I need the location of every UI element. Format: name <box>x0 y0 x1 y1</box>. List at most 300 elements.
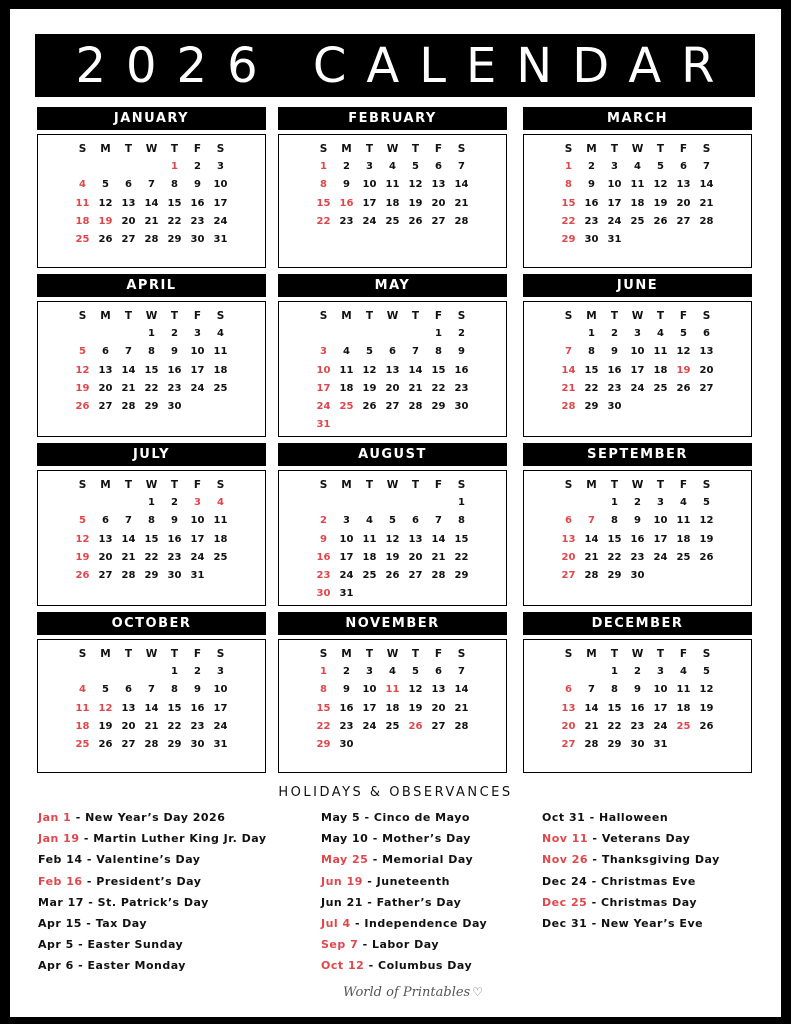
day-cell: 4 <box>680 666 687 678</box>
holiday-name: - Valentine’s Day <box>86 853 201 867</box>
month-grid <box>524 640 751 754</box>
day-cell: 3 <box>366 666 373 678</box>
day-cell: 1 <box>171 161 178 173</box>
weekday-label: F <box>193 479 202 491</box>
weekday-label: T <box>170 310 179 322</box>
month-april <box>37 274 266 437</box>
day-cell: 22 <box>167 215 182 227</box>
day-cell: 24 <box>190 551 205 563</box>
holiday-item <box>542 853 720 874</box>
weekday-label: F <box>193 310 202 322</box>
holiday-item <box>321 959 487 980</box>
day-cell: 10 <box>190 346 205 358</box>
day-cell: 27 <box>699 382 714 394</box>
holiday-item <box>38 811 267 832</box>
day-cell: 26 <box>699 551 714 563</box>
weekday-label: T <box>656 648 665 660</box>
day-cell: 17 <box>653 702 668 714</box>
weekday-label: S <box>78 310 87 322</box>
day-cell: 4 <box>389 666 396 678</box>
day-cell: 19 <box>75 551 90 563</box>
holiday-name: - Veterans Day <box>592 832 691 846</box>
day-cell: 7 <box>703 161 710 173</box>
holiday-item <box>542 875 720 896</box>
day-cell: 17 <box>653 533 668 545</box>
holiday-date: Dec 31 <box>542 916 588 930</box>
weekday-label: S <box>564 143 573 155</box>
day-cell: 17 <box>339 551 354 563</box>
weekday-label: W <box>145 479 158 491</box>
day-cell: 8 <box>435 346 442 358</box>
weekday-label: F <box>434 310 443 322</box>
holiday-date: Dec 24 <box>542 874 588 888</box>
holiday-name: - Tax Day <box>86 916 148 930</box>
heart-icon: ♡ <box>472 985 483 999</box>
day-cell: 31 <box>316 419 331 431</box>
empty-cell <box>404 325 427 343</box>
day-cell: 16 <box>167 364 182 376</box>
weekday-label: S <box>457 310 466 322</box>
day-cell: 21 <box>408 382 423 394</box>
month-grid-box <box>523 470 752 606</box>
day-cell: 26 <box>362 400 377 412</box>
day-cell: 18 <box>385 197 400 209</box>
day-cell: 18 <box>676 533 691 545</box>
weekday-label: W <box>631 310 644 322</box>
day-cell: 3 <box>366 161 373 173</box>
weekday-label: F <box>679 310 688 322</box>
day-cell: 10 <box>630 346 645 358</box>
empty-cell <box>557 663 580 681</box>
day-cell: 5 <box>102 684 109 696</box>
day-cell: 30 <box>339 738 354 750</box>
weekday-label: M <box>100 310 111 322</box>
empty-cell <box>335 494 358 512</box>
weekday-label: M <box>100 143 111 155</box>
month-grid <box>279 640 506 754</box>
day-cell: 30 <box>607 400 622 412</box>
day-cell: 9 <box>194 179 201 191</box>
day-cell: 8 <box>148 346 155 358</box>
holiday-item <box>38 959 267 980</box>
month-header: MAY <box>278 274 507 297</box>
day-cell: 3 <box>657 497 664 509</box>
holiday-item <box>38 853 267 874</box>
day-cell: 20 <box>676 197 691 209</box>
weekday-label: T <box>656 143 665 155</box>
holiday-date: Feb 16 <box>38 874 83 888</box>
day-cell: 12 <box>98 197 113 209</box>
day-cell: 2 <box>343 161 350 173</box>
day-cell: 31 <box>190 569 205 581</box>
day-cell: 10 <box>653 684 668 696</box>
empty-cell <box>117 494 140 512</box>
day-cell: 18 <box>676 702 691 714</box>
day-cell: 6 <box>102 515 109 527</box>
day-cell: 17 <box>316 382 331 394</box>
day-cell: 20 <box>431 197 446 209</box>
day-cell: 23 <box>190 720 205 732</box>
day-cell: 16 <box>339 197 354 209</box>
day-cell: 20 <box>408 551 423 563</box>
holiday-name: - New Year’s Day 2026 <box>75 811 226 824</box>
empty-cell <box>71 663 94 681</box>
weekday-label: T <box>610 143 619 155</box>
day-cell: 2 <box>343 666 350 678</box>
day-cell: 4 <box>657 328 664 340</box>
holiday-date: Jan 19 <box>38 832 80 846</box>
day-cell: 9 <box>320 533 327 545</box>
holiday-date: Nov 26 <box>542 853 589 867</box>
day-cell: 15 <box>167 702 182 714</box>
month-header: DECEMBER <box>523 612 752 635</box>
day-cell: 25 <box>385 720 400 732</box>
day-cell: 30 <box>454 400 469 412</box>
month-november <box>278 612 507 773</box>
day-cell: 25 <box>676 551 691 563</box>
calendar-page <box>10 9 781 1017</box>
day-cell: 11 <box>75 702 90 714</box>
day-cell: 14 <box>454 684 469 696</box>
day-cell: 24 <box>630 382 645 394</box>
weekday-label: F <box>679 648 688 660</box>
day-cell: 1 <box>435 328 442 340</box>
day-cell: 4 <box>634 161 641 173</box>
day-cell: 20 <box>561 551 576 563</box>
holiday-name: - Cinco de Mayo <box>364 811 470 824</box>
weekday-label: S <box>564 479 573 491</box>
day-cell: 27 <box>98 569 113 581</box>
day-cell: 10 <box>362 179 377 191</box>
day-cell: 29 <box>561 233 576 245</box>
day-cell: 10 <box>213 684 228 696</box>
day-cell: 11 <box>385 684 400 696</box>
empty-cell <box>140 158 163 176</box>
day-cell: 22 <box>454 551 469 563</box>
holiday-item <box>321 853 487 874</box>
weekday-label: T <box>124 648 133 660</box>
day-cell: 5 <box>389 515 396 527</box>
day-cell: 19 <box>98 215 113 227</box>
day-cell: 11 <box>676 515 691 527</box>
holiday-date: May 5 <box>321 811 361 824</box>
day-cell: 6 <box>412 515 419 527</box>
day-cell: 15 <box>584 364 599 376</box>
day-cell: 4 <box>79 684 86 696</box>
day-cell: 31 <box>607 233 622 245</box>
day-cell: 23 <box>339 215 354 227</box>
empty-cell <box>71 158 94 176</box>
day-cell: 20 <box>699 364 714 376</box>
day-cell: 5 <box>657 161 664 173</box>
day-cell: 9 <box>171 346 178 358</box>
weekday-label: F <box>193 143 202 155</box>
empty-cell <box>404 494 427 512</box>
day-cell: 5 <box>703 666 710 678</box>
day-cell: 19 <box>408 702 423 714</box>
day-cell: 29 <box>316 738 331 750</box>
empty-cell <box>580 663 603 681</box>
holiday-item <box>321 896 487 917</box>
weekday-label: S <box>319 648 328 660</box>
weekday-label: T <box>124 479 133 491</box>
day-cell: 25 <box>213 551 228 563</box>
day-cell: 23 <box>167 551 182 563</box>
day-cell: 16 <box>190 702 205 714</box>
day-cell: 26 <box>98 738 113 750</box>
holiday-name: - New Year’s Eve <box>591 916 704 930</box>
day-cell: 12 <box>408 179 423 191</box>
day-cell: 16 <box>584 197 599 209</box>
day-cell: 28 <box>584 569 599 581</box>
weekday-label: T <box>656 479 665 491</box>
month-header: NOVEMBER <box>278 612 507 635</box>
day-cell: 15 <box>607 702 622 714</box>
weekday-label: M <box>586 648 597 660</box>
day-cell: 5 <box>79 346 86 358</box>
day-cell: 11 <box>75 197 90 209</box>
holidays-title: HOLIDAYS & OBSERVANCES <box>278 785 513 800</box>
day-cell: 28 <box>584 738 599 750</box>
day-cell: 1 <box>171 666 178 678</box>
day-cell: 2 <box>634 666 641 678</box>
day-cell: 13 <box>699 346 714 358</box>
holiday-date: Oct 12 <box>321 959 365 973</box>
day-cell: 13 <box>431 684 446 696</box>
day-cell: 9 <box>458 346 465 358</box>
month-grid <box>38 302 265 416</box>
day-cell: 25 <box>213 382 228 394</box>
day-cell: 23 <box>190 215 205 227</box>
day-cell: 3 <box>194 328 201 340</box>
day-cell: 2 <box>588 161 595 173</box>
month-header: JULY <box>37 443 266 466</box>
weekday-label: T <box>365 310 374 322</box>
day-cell: 15 <box>144 533 159 545</box>
weekday-label: S <box>216 310 225 322</box>
weekday-label: F <box>434 648 443 660</box>
month-grid-box <box>278 639 507 773</box>
weekday-label: W <box>145 143 158 155</box>
day-cell: 26 <box>408 215 423 227</box>
holiday-item <box>321 875 487 896</box>
day-cell: 2 <box>171 328 178 340</box>
day-cell: 18 <box>339 382 354 394</box>
day-cell: 11 <box>630 179 645 191</box>
day-cell: 17 <box>213 702 228 714</box>
day-cell: 24 <box>190 382 205 394</box>
day-cell: 26 <box>385 569 400 581</box>
holiday-item <box>321 832 487 853</box>
day-cell: 11 <box>676 684 691 696</box>
day-cell: 25 <box>676 720 691 732</box>
day-cell: 9 <box>171 515 178 527</box>
day-cell: 29 <box>167 233 182 245</box>
weekday-label: M <box>100 648 111 660</box>
day-cell: 15 <box>431 364 446 376</box>
day-cell: 15 <box>607 533 622 545</box>
weekday-label: F <box>679 143 688 155</box>
day-cell: 18 <box>653 364 668 376</box>
holiday-item <box>542 832 720 853</box>
day-cell: 24 <box>653 720 668 732</box>
holiday-date: Dec 25 <box>542 895 588 909</box>
holiday-column <box>321 811 487 981</box>
day-cell: 15 <box>316 702 331 714</box>
day-cell: 4 <box>343 346 350 358</box>
day-cell: 26 <box>676 382 691 394</box>
day-cell: 10 <box>339 533 354 545</box>
holiday-item <box>321 917 487 938</box>
day-cell: 26 <box>699 720 714 732</box>
day-cell: 2 <box>194 161 201 173</box>
day-cell: 19 <box>362 382 377 394</box>
empty-cell <box>94 158 117 176</box>
weekday-label: W <box>386 310 399 322</box>
day-cell: 29 <box>607 569 622 581</box>
holiday-name: - Christmas Eve <box>591 874 696 888</box>
day-cell: 29 <box>454 569 469 581</box>
empty-cell <box>358 494 381 512</box>
day-cell: 10 <box>653 515 668 527</box>
day-cell: 5 <box>412 161 419 173</box>
day-cell: 20 <box>121 215 136 227</box>
day-cell: 12 <box>98 702 113 714</box>
day-cell: 24 <box>362 720 377 732</box>
day-cell: 8 <box>565 179 572 191</box>
day-cell: 12 <box>385 533 400 545</box>
day-cell: 24 <box>362 215 377 227</box>
holiday-item <box>321 811 487 832</box>
holiday-date: Sep 7 <box>321 938 359 952</box>
day-cell: 20 <box>561 720 576 732</box>
weekday-label: S <box>319 143 328 155</box>
day-cell: 27 <box>676 215 691 227</box>
day-cell: 6 <box>680 161 687 173</box>
day-cell: 6 <box>102 346 109 358</box>
day-cell: 21 <box>431 551 446 563</box>
weekday-label: M <box>586 143 597 155</box>
holiday-item <box>38 896 267 917</box>
day-cell: 16 <box>339 702 354 714</box>
day-cell: 16 <box>190 197 205 209</box>
day-cell: 17 <box>362 197 377 209</box>
holiday-date: Apr 15 <box>38 916 82 930</box>
day-cell: 14 <box>431 533 446 545</box>
day-cell: 22 <box>431 382 446 394</box>
holiday-date: Oct 31 <box>542 811 586 824</box>
day-cell: 29 <box>607 738 622 750</box>
day-cell: 7 <box>412 346 419 358</box>
holiday-item <box>38 917 267 938</box>
day-cell: 26 <box>75 400 90 412</box>
weekday-label: S <box>319 310 328 322</box>
day-cell: 28 <box>121 569 136 581</box>
day-cell: 16 <box>454 364 469 376</box>
day-cell: 27 <box>431 720 446 732</box>
day-cell: 12 <box>653 179 668 191</box>
holiday-name: - Christmas Day <box>591 895 698 909</box>
day-cell: 25 <box>362 569 377 581</box>
holiday-date: May 25 <box>321 853 369 867</box>
day-cell: 10 <box>213 179 228 191</box>
day-cell: 7 <box>435 515 442 527</box>
month-header: OCTOBER <box>37 612 266 635</box>
day-cell: 23 <box>454 382 469 394</box>
day-cell: 27 <box>121 738 136 750</box>
day-cell: 2 <box>634 497 641 509</box>
day-cell: 11 <box>213 515 228 527</box>
month-grid <box>524 302 751 416</box>
day-cell: 18 <box>385 702 400 714</box>
weekday-label: S <box>78 143 87 155</box>
day-cell: 19 <box>385 551 400 563</box>
empty-cell <box>358 325 381 343</box>
day-cell: 14 <box>144 702 159 714</box>
day-cell: 25 <box>75 233 90 245</box>
day-cell: 20 <box>385 382 400 394</box>
day-cell: 14 <box>561 364 576 376</box>
day-cell: 8 <box>148 515 155 527</box>
day-cell: 6 <box>125 179 132 191</box>
day-cell: 12 <box>699 515 714 527</box>
day-cell: 24 <box>316 400 331 412</box>
day-cell: 27 <box>98 400 113 412</box>
weekday-label: S <box>702 648 711 660</box>
month-grid-box <box>523 134 752 268</box>
day-cell: 9 <box>343 684 350 696</box>
month-grid <box>38 471 265 585</box>
weekday-label: T <box>170 648 179 660</box>
weekday-label: T <box>411 310 420 322</box>
day-cell: 14 <box>584 702 599 714</box>
day-cell: 27 <box>408 569 423 581</box>
holiday-name: - Easter Monday <box>78 959 186 973</box>
month-grid-box <box>278 301 507 437</box>
day-cell: 22 <box>607 551 622 563</box>
day-cell: 8 <box>171 684 178 696</box>
weekday-label: S <box>702 479 711 491</box>
day-cell: 18 <box>213 533 228 545</box>
weekday-label: T <box>365 479 374 491</box>
day-cell: 21 <box>454 197 469 209</box>
day-cell: 2 <box>320 515 327 527</box>
day-cell: 22 <box>167 720 182 732</box>
day-cell: 22 <box>144 551 159 563</box>
month-grid <box>38 640 265 754</box>
day-cell: 31 <box>213 738 228 750</box>
holiday-name: - Juneteenth <box>367 874 450 888</box>
day-cell: 14 <box>454 179 469 191</box>
empty-cell <box>312 325 335 343</box>
day-cell: 21 <box>584 551 599 563</box>
holiday-name: - Independence Day <box>355 916 488 930</box>
day-cell: 7 <box>588 684 595 696</box>
day-cell: 6 <box>565 684 572 696</box>
day-cell: 30 <box>584 233 599 245</box>
holiday-name: - Columbus Day <box>368 959 473 973</box>
day-cell: 9 <box>194 684 201 696</box>
day-cell: 16 <box>316 551 331 563</box>
day-cell: 26 <box>98 233 113 245</box>
day-cell: 28 <box>408 400 423 412</box>
day-cell: 12 <box>408 684 423 696</box>
day-cell: 28 <box>431 569 446 581</box>
day-cell: 28 <box>454 215 469 227</box>
weekday-label: S <box>564 310 573 322</box>
empty-cell <box>557 325 580 343</box>
day-cell: 19 <box>653 197 668 209</box>
